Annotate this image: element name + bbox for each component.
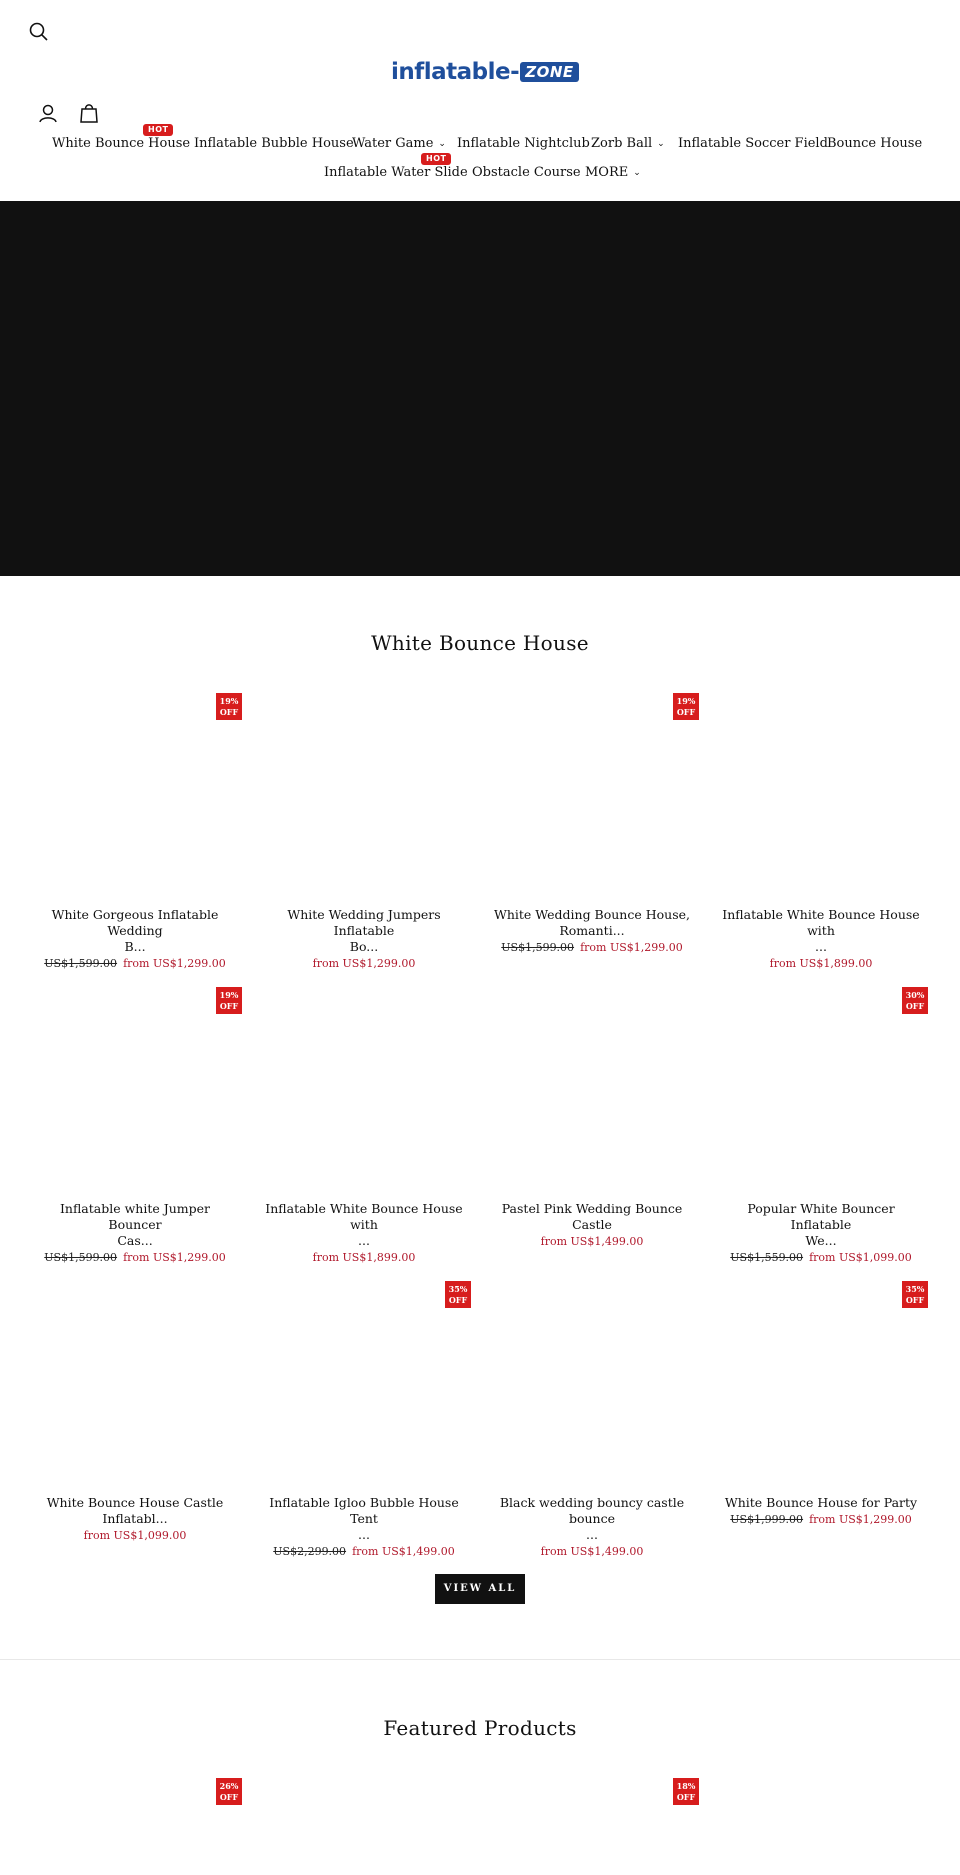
nav-obstacle-course[interactable] <box>472 165 581 180</box>
product-title[interactable] <box>28 1495 242 1527</box>
sale-badge <box>216 1778 242 1805</box>
product-price <box>28 957 242 971</box>
product-title-line: Pastel Pink Wedding Bounce Castle <box>501 1201 683 1232</box>
sale-price: from US$1,299.00 <box>809 1513 912 1526</box>
chevron-down-icon: ⌄ <box>633 168 641 178</box>
sale-price: from US$1,899.00 <box>312 1251 416 1264</box>
badge-percent: 19% <box>219 990 239 1000</box>
product-card[interactable] <box>257 1281 471 1559</box>
sale-badge <box>216 987 242 1014</box>
badge-off: OFF <box>676 1792 696 1802</box>
product-price <box>714 1251 928 1265</box>
featured-products-title: Featured Products <box>383 1716 577 1740</box>
product-title[interactable] <box>485 1201 699 1233</box>
original-price: US$1,599.00 <box>44 957 118 970</box>
product-title-line: Bo... <box>349 939 379 954</box>
original-price: US$1,999.00 <box>730 1513 804 1526</box>
sale-badge <box>902 1281 928 1308</box>
product-price <box>28 1529 242 1543</box>
site-header <box>0 0 960 201</box>
product-title[interactable] <box>714 907 928 955</box>
account-icon[interactable] <box>38 103 58 123</box>
chevron-down-icon: ⌄ <box>438 139 446 149</box>
badge-percent: 18% <box>676 1781 696 1791</box>
featured-product-card[interactable] <box>485 1778 699 1875</box>
site-logo[interactable] <box>389 52 574 92</box>
product-image[interactable] <box>28 1281 242 1495</box>
badge-percent: 19% <box>219 696 239 706</box>
badge-off: OFF <box>676 707 696 717</box>
badge-off: OFF <box>905 1295 925 1305</box>
product-price <box>714 1513 928 1527</box>
nav-label: MORE <box>585 165 629 180</box>
product-image[interactable] <box>28 693 242 907</box>
product-price <box>485 1545 699 1559</box>
original-price: US$1,599.00 <box>501 941 575 954</box>
product-image[interactable] <box>485 693 699 907</box>
badge-off: OFF <box>219 1792 239 1802</box>
product-card[interactable] <box>714 987 928 1265</box>
product-title[interactable] <box>257 1201 471 1249</box>
original-price: US$1,599.00 <box>44 1251 118 1264</box>
product-title-line: White Wedding Jumpers Inflatable <box>287 907 441 938</box>
badge-percent: 19% <box>676 696 696 706</box>
product-image[interactable] <box>28 987 242 1201</box>
product-title-line: White Bounce House for Party <box>724 1495 918 1510</box>
nav-label: Zorb Ball <box>591 136 653 151</box>
nav-bounce-house[interactable] <box>827 136 922 151</box>
view-all-button[interactable]: VIEW ALL <box>435 1574 525 1604</box>
nav-more[interactable] <box>585 165 641 180</box>
product-title-line: We... <box>805 1233 837 1248</box>
product-card[interactable] <box>485 987 699 1249</box>
product-price <box>485 941 699 955</box>
sale-badge <box>673 1778 699 1805</box>
chevron-down-icon: ⌄ <box>657 139 665 149</box>
product-title-line: White Bounce House Castle <box>46 1495 224 1510</box>
badge-off: OFF <box>905 1001 925 1011</box>
sale-price: from US$1,099.00 <box>83 1529 187 1542</box>
sale-price: from US$1,299.00 <box>123 957 226 970</box>
product-card[interactable] <box>257 987 471 1265</box>
product-image[interactable] <box>257 987 471 1201</box>
sale-price: from US$1,899.00 <box>769 957 873 970</box>
original-price: US$1,559.00 <box>730 1251 804 1264</box>
product-price <box>714 957 928 971</box>
product-title-line: Cas... <box>117 1233 153 1248</box>
product-price <box>485 1235 699 1249</box>
product-image[interactable] <box>28 1778 242 1875</box>
product-title-line: ... <box>815 939 827 954</box>
product-title[interactable] <box>257 1495 471 1543</box>
sale-price: from US$1,099.00 <box>809 1251 912 1264</box>
badge-off: OFF <box>219 1001 239 1011</box>
product-title[interactable] <box>485 1495 699 1543</box>
hot-badge: HOT <box>421 153 451 165</box>
nav-label: Inflatable Nightclub <box>457 136 590 151</box>
product-title-line: Popular White Bouncer Inflatable <box>747 1201 895 1232</box>
product-card[interactable] <box>28 987 242 1265</box>
product-title-line: ... <box>586 1527 598 1542</box>
nav-label: Obstacle Course <box>472 165 581 180</box>
product-title-line: B... <box>124 939 146 954</box>
nav-inflatable-soccer-field[interactable] <box>678 136 828 151</box>
badge-percent: 35% <box>448 1284 468 1294</box>
sale-badge <box>902 987 928 1014</box>
search-icon[interactable] <box>28 21 50 43</box>
product-title-line: White Wedding Bounce House, <box>494 907 690 922</box>
sale-price: from US$1,299.00 <box>123 1251 226 1264</box>
product-title-line: White Gorgeous Inflatable Wedding <box>51 907 219 938</box>
nav-label: Inflatable Bubble House <box>194 136 354 151</box>
product-price <box>28 1251 242 1265</box>
sale-badge <box>673 693 699 720</box>
product-title-line: Inflatable White Bounce House with <box>722 907 920 938</box>
sale-price: from US$1,299.00 <box>580 941 683 954</box>
product-card[interactable] <box>485 1281 699 1559</box>
product-title-line: ... <box>358 1527 370 1542</box>
product-image[interactable] <box>485 1281 699 1495</box>
sale-price: from US$1,499.00 <box>352 1545 455 1558</box>
original-price: US$2,299.00 <box>273 1545 347 1558</box>
product-price <box>257 957 471 971</box>
product-price <box>257 1251 471 1265</box>
nav-label: Water Game <box>352 136 434 151</box>
product-card[interactable] <box>714 1281 928 1527</box>
hot-badge: HOT <box>143 124 173 136</box>
nav-inflatable-nightclub[interactable] <box>457 136 590 151</box>
badge-percent: 30% <box>905 990 925 1000</box>
product-image[interactable] <box>714 1281 928 1495</box>
product-title-line: Inflatable white Jumper Bouncer <box>59 1201 211 1232</box>
product-card[interactable] <box>28 1281 242 1543</box>
sale-price: from US$1,299.00 <box>312 957 416 970</box>
nav-label: Bounce House <box>827 136 923 151</box>
product-title-line: ... <box>358 1233 370 1248</box>
nav-label: Inflatable Water Slide <box>324 165 468 180</box>
nav-white-bounce-house[interactable] <box>52 136 190 151</box>
product-card[interactable] <box>714 693 928 971</box>
product-image[interactable] <box>485 1778 699 1875</box>
nav-label: Inflatable Soccer Field <box>678 136 828 151</box>
sale-badge <box>216 693 242 720</box>
product-title-line: Inflatable Igloo Bubble House Tent <box>269 1495 459 1526</box>
product-title[interactable] <box>28 907 242 955</box>
product-title-line: Romanti... <box>559 923 625 938</box>
section-divider <box>0 1659 960 1660</box>
product-title-line: Inflatable White Bounce House with <box>265 1201 463 1232</box>
cart-icon[interactable] <box>79 102 99 124</box>
nav-inflatable-water-slide[interactable] <box>324 165 468 180</box>
product-title[interactable] <box>714 1201 928 1249</box>
product-card[interactable] <box>485 693 699 955</box>
logo-brand-text: inflatable- <box>391 59 520 85</box>
product-title-line: Inflatabl... <box>102 1511 168 1526</box>
logo-zone-text: ZONE <box>520 62 578 82</box>
badge-percent: 26% <box>219 1781 239 1791</box>
product-card[interactable] <box>28 693 242 971</box>
product-title[interactable] <box>257 907 471 955</box>
nav-water-game[interactable] <box>352 136 446 151</box>
product-price <box>257 1545 471 1559</box>
product-image[interactable] <box>257 1281 471 1495</box>
badge-off: OFF <box>219 707 239 717</box>
product-title[interactable] <box>714 1495 928 1511</box>
sale-price: from US$1,499.00 <box>540 1235 644 1248</box>
nav-zorb-ball[interactable] <box>591 136 665 151</box>
product-image[interactable] <box>257 693 471 907</box>
product-title[interactable] <box>485 907 699 939</box>
badge-percent: 35% <box>905 1284 925 1294</box>
product-title[interactable] <box>28 1201 242 1249</box>
product-image[interactable] <box>485 987 699 1201</box>
nav-label: White Bounce House <box>52 136 191 151</box>
sale-badge <box>445 1281 471 1308</box>
product-title-line: Black wedding bouncy castle bounce <box>499 1495 685 1526</box>
nav-inflatable-bubble-house[interactable] <box>194 136 354 151</box>
badge-off: OFF <box>448 1295 468 1305</box>
product-card[interactable] <box>257 693 471 971</box>
section-title: White Bounce House <box>371 631 589 655</box>
featured-product-card[interactable] <box>28 1778 242 1875</box>
product-image[interactable] <box>714 693 928 907</box>
hero-banner[interactable] <box>0 201 960 576</box>
product-image[interactable] <box>714 987 928 1201</box>
sale-price: from US$1,499.00 <box>540 1545 644 1558</box>
